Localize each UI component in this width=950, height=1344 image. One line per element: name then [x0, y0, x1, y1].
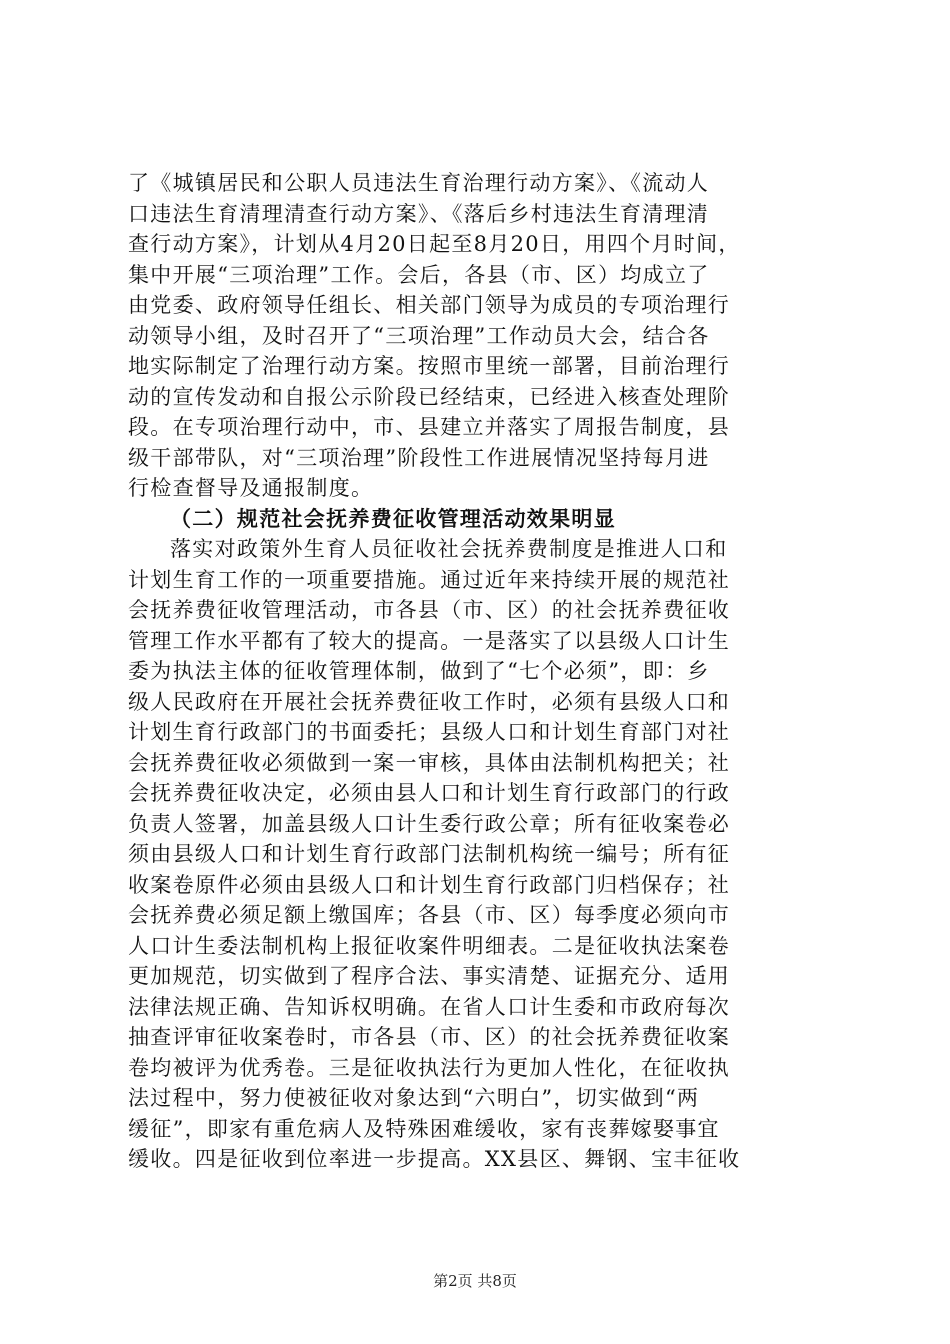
paragraph-2 — [128, 534, 828, 1175]
text-line: 集中开展“三项治理”工作。会后，各县（市、区）均成立了 — [128, 262, 710, 287]
text-line: 计划生育工作的一项重要措施。通过近年来持续开展的规范社 — [128, 567, 731, 592]
text-line: 级干部带队，对“三项治理”阶段性工作进展情况坚持每月进 — [128, 445, 710, 470]
document-body — [128, 168, 828, 1175]
text-line: 管理工作水平都有了较大的提高。一是落实了以县级人口计生 — [128, 628, 731, 653]
text-line: 委为执法主体的征收管理体制，做到了“七个必须”，即：乡 — [128, 659, 710, 683]
section-heading: （二）规范社会抚养费征收管理活动效果明显 — [170, 506, 616, 531]
text-line: 会抚养费必须足额上缴国库；各县（市、区）每季度必须向市 — [128, 903, 731, 927]
paragraph-1 — [128, 168, 828, 504]
text-line: 级人民政府在开展社会抚养费征收工作时，必须有县级人口和 — [128, 689, 731, 714]
text-line: 会抚养费征收管理活动，市各县（市、区）的社会抚养费征收 — [128, 598, 731, 622]
text-line: 须由县级人口和计划生育行政部门法制机构统一编号；所有征 — [128, 842, 731, 866]
text-line: 由党委、政府领导任组长、相关部门领导为成员的专项治理行 — [128, 293, 731, 317]
text-line: 计划生育行政部门的书面委托；县级人口和计划生育部门对社 — [128, 720, 731, 744]
text-line: 抽查评审征收案卷时，市各县（市、区）的社会抚养费征收案 — [128, 1025, 731, 1049]
text-line: 更加规范，切实做到了程序合法、事实清楚、证据充分、适用 — [128, 964, 731, 988]
text-line: 缓收。四是征收到位率进一步提高。XX县区、舞钢、宝丰征收 — [128, 1147, 741, 1171]
text-line: 缓征”，即家有重危病人及特殊困难缓收，家有丧葬嫁娶事宜 — [128, 1116, 720, 1141]
text-line: 了《城镇居民和公职人员违法生育治理行动方案》、《流动人 — [128, 171, 710, 195]
text-line: 段。在专项治理行动中，市、县建立并落实了周报告制度，县 — [128, 415, 731, 439]
text-line: 会抚养费征收必须做到一案一审核，具体由法制机构把关；社 — [128, 750, 731, 775]
text-line: 动的宣传发动和自报公示阶段已经结束，已经进入核查处理阶 — [128, 384, 731, 409]
text-line: 法过程中，努力使被征收对象达到“六明白”，切实做到“两 — [128, 1086, 700, 1110]
text-line: 负责人签署，加盖县级人口计生委行政公章；所有征收案卷必 — [128, 811, 731, 836]
text-line: 会抚养费征收决定，必须由县人口和计划生育行政部门的行政 — [128, 781, 731, 805]
text-line: 法律法规正确、告知诉权明确。在省人口计生委和市政府每次 — [128, 994, 731, 1019]
text-line: 卷均被评为优秀卷。三是征收执法行为更加人性化，在征收执 — [128, 1055, 731, 1080]
text-line: 地实际制定了治理行动方案。按照市里统一部署，目前治理行 — [128, 354, 731, 378]
text-line: 行检查督导及通报制度。 — [128, 476, 374, 500]
page-number-footer: 第2页 共8页 — [433, 1272, 517, 1290]
text-line: 落实对政策外生育人员征收社会抚养费制度是推进人口和 — [170, 537, 728, 561]
text-line: 收案卷原件必须由县级人口和计划生育行政部门归档保存；社 — [128, 872, 731, 897]
text-line: 人口计生委法制机构上报征收案件明细表。二是征收执法案卷 — [128, 933, 731, 958]
text-line: 动领导小组，及时召开了“三项治理”工作动员大会，结合各 — [128, 323, 710, 348]
text-line: 查行动方案》，计划从4月20日起至8月20日，用四个月时间， — [128, 232, 741, 256]
text-line: 口违法生育清理清查行动方案》、《落后乡村违法生育清理清 — [128, 201, 710, 226]
